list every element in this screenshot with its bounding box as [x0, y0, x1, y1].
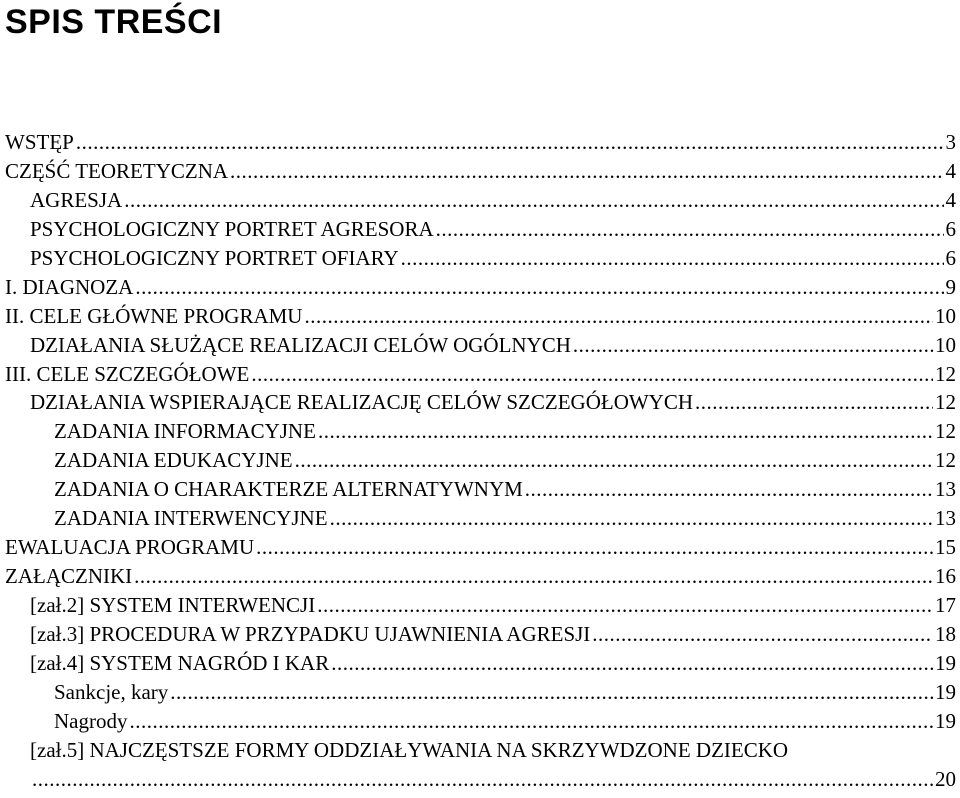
toc-page-number: 10 — [935, 332, 956, 357]
dot-leader — [573, 331, 933, 360]
toc-entry-continuation[interactable] — [0, 765, 960, 794]
toc-page-number: 4 — [945, 187, 956, 212]
dot-leader — [317, 591, 933, 620]
dot-leader — [256, 533, 933, 562]
dot-leader — [129, 707, 933, 736]
dot-leader — [230, 157, 943, 186]
toc-entry-title: ZADANIA O CHARAKTERZE ALTERNATYWNYM — [54, 477, 523, 502]
toc-entry-title: Sankcje, kary — [54, 679, 169, 704]
toc-page-number: 19 — [935, 650, 956, 675]
toc-page-number: 16 — [935, 564, 956, 589]
toc-entry[interactable] — [0, 360, 960, 389]
dot-leader — [124, 186, 943, 215]
dot-leader — [592, 620, 933, 649]
toc-entry-title: ZADANIA EDUKACYJNE — [54, 448, 293, 473]
toc-page-number: 3 — [945, 130, 956, 154]
toc-entry[interactable] — [0, 273, 960, 302]
dot-leader — [330, 504, 933, 533]
toc-entry[interactable] — [0, 157, 960, 186]
toc-entry-title: III. CELE SZCZEGÓŁOWE — [5, 361, 250, 386]
toc-page-number: 13 — [935, 506, 956, 531]
toc-entry-title: DZIAŁANIA SŁUŻĄCE REALIZACJI CELÓW OGÓLNYCH — [30, 332, 571, 357]
toc-entry-title: I. DIAGNOZA — [5, 274, 134, 299]
toc-entry[interactable] — [0, 331, 960, 360]
toc-page-number: 6 — [945, 216, 956, 241]
dot-leader — [134, 562, 933, 591]
toc-page-number: 6 — [945, 245, 956, 270]
toc-entry[interactable] — [0, 736, 960, 765]
dot-leader — [525, 475, 933, 504]
toc-page-number: 19 — [935, 708, 956, 733]
toc-entry[interactable] — [0, 388, 960, 417]
toc-entry-title: ZADANIA INTERWENCYJNE — [54, 506, 328, 531]
toc-entry-title: Nagrody — [54, 708, 128, 733]
toc-entry[interactable] — [0, 562, 960, 591]
dot-leader — [401, 244, 944, 273]
toc-entry-title: WSTĘP — [5, 130, 74, 154]
toc-page-number: 15 — [935, 535, 956, 560]
toc-entry[interactable] — [0, 533, 960, 562]
toc-entry-title: PSYCHOLOGICZNY PORTRET AGRESORA — [30, 216, 434, 241]
dot-leader — [331, 649, 933, 678]
toc-page-number: 4 — [945, 158, 956, 183]
dot-leader — [304, 302, 933, 331]
toc-entry[interactable] — [0, 244, 960, 273]
page-title: SPIS TREŚCI — [5, 3, 223, 41]
toc-entry[interactable] — [0, 707, 960, 736]
dot-leader — [251, 360, 933, 389]
dot-leader — [295, 446, 933, 475]
toc-entry[interactable] — [0, 475, 960, 504]
toc-page-number: 18 — [935, 621, 956, 646]
toc-page-number: 20 — [935, 766, 956, 791]
toc-entry[interactable] — [0, 128, 960, 157]
dot-leader — [32, 765, 933, 794]
toc-entry-title: EWALUACJA PROGRAMU — [5, 535, 255, 560]
toc-entry[interactable] — [0, 649, 960, 678]
toc-entry-title: [zał.5] NAJCZĘSTSZE FORMY ODDZIAŁYWANIA NA SKRZYWDZONE DZIECKO — [30, 737, 789, 762]
toc-entry-title: [zał.3] PROCEDURA W PRZYPADKU UJAWNIENIA AGRESJI — [30, 621, 591, 646]
toc-entry-title: [zał.4] SYSTEM NAGRÓD I KAR — [30, 650, 330, 675]
toc-entry-title: II. CELE GŁÓWNE PROGRAMU — [5, 303, 303, 328]
dot-leader — [76, 128, 944, 157]
toc-entry-title: ZADANIA INFORMACYJNE — [54, 419, 316, 444]
toc-entry-title: ZAŁĄCZNIKI — [5, 564, 133, 589]
toc-page-number: 9 — [945, 274, 956, 299]
toc-entry[interactable] — [0, 302, 960, 331]
dot-leader — [695, 388, 933, 417]
toc-page-number: 12 — [935, 361, 956, 386]
dot-leader — [318, 417, 933, 446]
toc-entry-title: [zał.2] SYSTEM INTERWENCJI — [30, 593, 316, 617]
toc-page-number: 17 — [935, 593, 956, 617]
toc-entry[interactable] — [0, 620, 960, 649]
dot-leader — [135, 273, 943, 302]
toc-entry-title: AGRESJA — [30, 187, 123, 212]
toc-entry[interactable] — [0, 417, 960, 446]
toc-entry[interactable] — [0, 504, 960, 533]
toc-entry-title: CZĘŚĆ TEORETYCZNA — [5, 158, 229, 183]
dot-leader — [436, 215, 944, 244]
toc-entry-title: PSYCHOLOGICZNY PORTRET OFIARY — [30, 245, 399, 270]
toc-page-number: 12 — [935, 390, 956, 415]
table-of-contents — [0, 128, 960, 794]
dot-leader — [170, 678, 933, 707]
toc-page-number: 13 — [935, 477, 956, 502]
toc-page-number: 10 — [935, 303, 956, 328]
toc-entry[interactable] — [0, 186, 960, 215]
toc-entry[interactable] — [0, 678, 960, 707]
toc-page-number: 19 — [935, 679, 956, 704]
toc-entry[interactable] — [0, 215, 960, 244]
toc-page-number: 12 — [935, 448, 956, 473]
toc-page-number: 12 — [935, 419, 956, 444]
toc-entry[interactable] — [0, 446, 960, 475]
toc-entry[interactable] — [0, 591, 960, 620]
toc-entry-title: DZIAŁANIA WSPIERAJĄCE REALIZACJĘ CELÓW SZCZEGÓŁOWYCH — [30, 390, 694, 415]
